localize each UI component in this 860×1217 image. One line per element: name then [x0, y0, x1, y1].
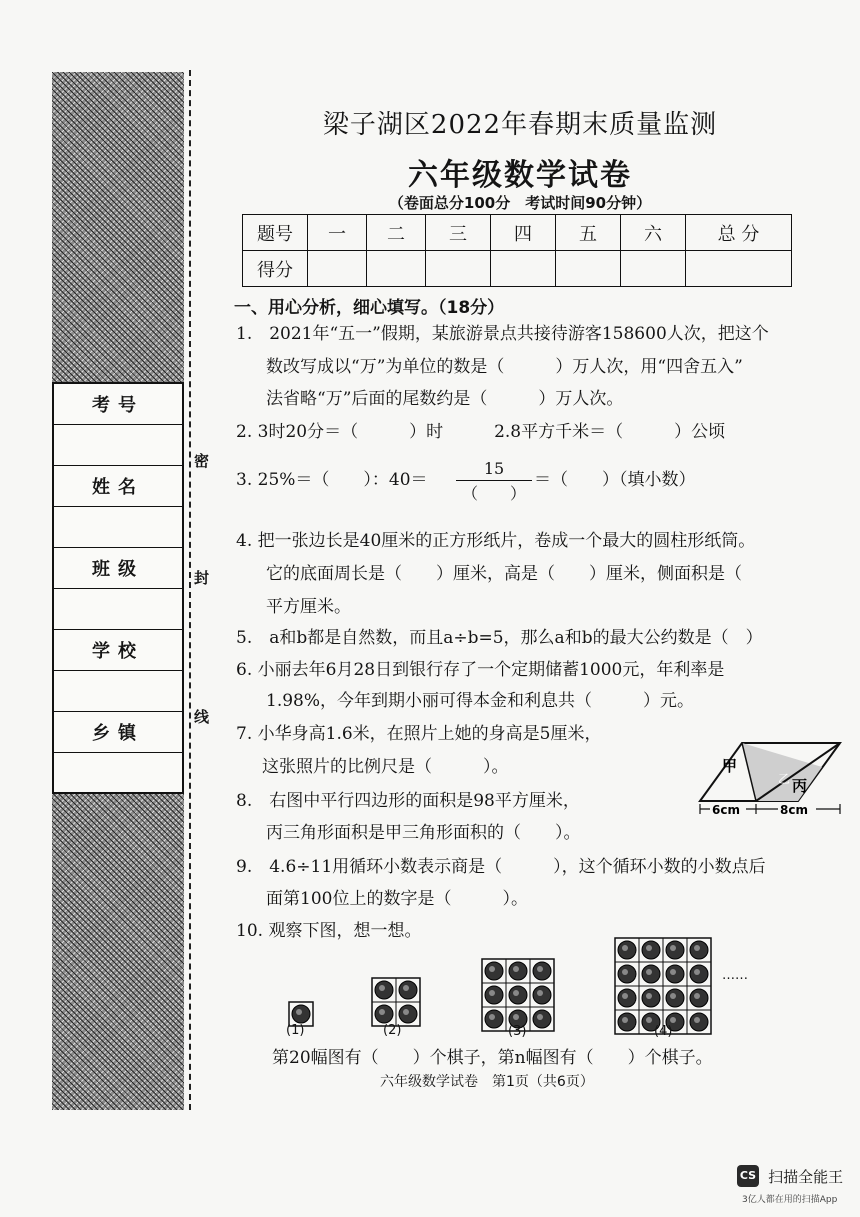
- watermark-sub: 3亿人都在用的扫描App: [742, 1195, 838, 1205]
- score-cell-5: 五: [556, 215, 621, 251]
- chess-piece-highlight: [646, 1017, 652, 1023]
- binding-hatch-bottom: [52, 792, 184, 1110]
- dim-right-label: 8cm: [780, 803, 808, 817]
- chess-piece-highlight: [379, 1009, 385, 1015]
- question-1-line-3: 法省略“万”后面的尾数约是（ ）万人次。: [266, 389, 624, 409]
- exam-subtitle: 六年级数学试卷: [408, 158, 632, 193]
- label-bing: 丙: [792, 777, 808, 795]
- chess-piece-highlight: [513, 1014, 519, 1020]
- chess-piece-highlight: [537, 990, 543, 996]
- township-blank[interactable]: [54, 753, 182, 794]
- score-cell-3: 三: [426, 215, 491, 251]
- parallelogram-figure: [698, 739, 846, 821]
- chess-piece-highlight: [622, 1017, 628, 1023]
- question-8-line-2: 丙三角形面积是甲三角形面积的（ ）。: [266, 823, 581, 843]
- section-1-heading: 一、用心分析，细心填写。（18分）: [234, 298, 505, 318]
- chess-grid-3: [481, 958, 555, 1032]
- question-10: 10. 观察下图，想一想。: [236, 921, 422, 941]
- fraction-denominator: （ ）: [461, 484, 526, 503]
- score-cell-4: 四: [491, 215, 556, 251]
- chess-piece-highlight: [646, 969, 652, 975]
- chess-piece-highlight: [513, 966, 519, 972]
- score-blank[interactable]: [308, 251, 367, 287]
- class-blank[interactable]: [54, 589, 182, 630]
- chess-piece-highlight: [670, 969, 676, 975]
- chess-piece-highlight: [670, 1017, 676, 1023]
- question-4-line-2: 它的底面周长是（ ）厘米，高是（ ）厘米，侧面积是（: [266, 564, 742, 584]
- question-3-part-b: ＝（ ）（填小数）: [534, 470, 696, 490]
- chess-grid-4: [614, 937, 712, 1035]
- question-9-line-1: 9. 4.6÷11用循环小数表示商是（ ），这个循环小数的小数点后: [236, 857, 766, 877]
- chess-piece-highlight: [694, 1017, 700, 1023]
- chess-piece-highlight: [622, 969, 628, 975]
- exam-title: 梁子湖区2022年春期末质量监测: [322, 110, 718, 140]
- chess-caption-1: (1): [286, 1023, 305, 1038]
- chess-piece-highlight: [694, 945, 700, 951]
- question-2: 2. 3时20分＝（ ）时 2.8平方千米＝（ ）公顷: [236, 422, 726, 442]
- seal-char-feng: 封: [194, 569, 210, 587]
- score-cell-total: 总 分: [686, 215, 792, 251]
- score-cell-2: 二: [367, 215, 426, 251]
- seal-dashed-line: [189, 70, 191, 1110]
- dim-left-label: 6cm: [712, 803, 740, 817]
- chess-piece-highlight: [670, 993, 676, 999]
- chess-piece-highlight: [537, 966, 543, 972]
- score-cell-label: 题号: [243, 215, 308, 251]
- chess-piece-highlight: [489, 966, 495, 972]
- chess-piece-highlight: [537, 1014, 543, 1020]
- chess-piece-highlight: [489, 990, 495, 996]
- page-footer: 六年级数学试卷 第1页（共6页）: [380, 1074, 594, 1090]
- score-table: [242, 214, 792, 287]
- chess-piece-highlight: [296, 1009, 302, 1015]
- score-row-label: 得分: [243, 251, 308, 287]
- chess-piece-highlight: [513, 990, 519, 996]
- chess-piece-highlight: [670, 945, 676, 951]
- question-3-part-a: 3. 25%＝（ ）：40＝: [236, 470, 428, 490]
- score-blank[interactable]: [491, 251, 556, 287]
- question-1-line-2: 数改写成以“万”为单位的数是（ ）万人次，用“四舍五入”: [266, 357, 743, 377]
- score-blank[interactable]: [621, 251, 686, 287]
- question-6-line-1: 6. 小丽去年6月28日到银行存了一个定期储蓄1000元，年利率是: [236, 660, 725, 680]
- question-5: 5. a和b都是自然数，而且a÷b=5，那么a和b的最大公约数是（ ）: [236, 628, 763, 648]
- seal-char-xian: 线: [194, 708, 210, 726]
- watermark-name: 扫描全能王: [768, 1167, 844, 1186]
- question-7-line-2: 这张照片的比例尺是（ ）。: [262, 757, 509, 777]
- exam-info: （卷面总分100分 考试时间90分钟）: [388, 194, 652, 212]
- chess-piece-highlight: [379, 985, 385, 991]
- question-8-line-1: 8. 右图中平行四边形的面积是98平方厘米，: [236, 791, 580, 811]
- question-10-answer: 第20幅图有（ ）个棋子，第n幅图有（ ）个棋子。: [272, 1048, 713, 1068]
- field-township: 乡镇: [54, 712, 182, 753]
- chess-piece-highlight: [694, 969, 700, 975]
- question-4-line-3: 平方厘米。: [266, 597, 351, 617]
- chess-figure-3: [481, 958, 555, 1032]
- field-exam-number: 考号: [54, 384, 182, 425]
- label-yi: 乙: [778, 772, 791, 786]
- score-blank[interactable]: [686, 251, 792, 287]
- score-cell-6: 六: [621, 215, 686, 251]
- chess-piece-highlight: [622, 993, 628, 999]
- name-blank[interactable]: [54, 507, 182, 548]
- chess-piece-highlight: [646, 993, 652, 999]
- chess-piece-highlight: [622, 945, 628, 951]
- chess-piece-highlight: [403, 985, 409, 991]
- score-table-score-row: [243, 251, 792, 287]
- field-school: 学校: [54, 630, 182, 671]
- seal-char-mi: 密: [194, 452, 210, 470]
- exam-number-blank[interactable]: [54, 425, 182, 466]
- chess-grid-2: [371, 977, 421, 1027]
- question-4-line-1: 4. 把一张边长是40厘米的正方形纸片，卷成一个最大的圆柱形纸筒。: [236, 531, 756, 551]
- chess-piece-highlight: [646, 945, 652, 951]
- score-blank[interactable]: [426, 251, 491, 287]
- question-6-line-2: 1.98%，今年到期小丽可得本金和利息共（ ）元。: [266, 691, 695, 711]
- field-name: 姓名: [54, 466, 182, 507]
- chess-piece-highlight: [403, 1009, 409, 1015]
- chess-figure-4: [614, 937, 712, 1035]
- question-3-fraction: [456, 459, 532, 504]
- field-class: 班级: [54, 548, 182, 589]
- chess-ellipsis: ……: [722, 968, 748, 983]
- question-7-line-1: 7. 小华身高1.6米，在照片上她的身高是5厘米，: [236, 724, 602, 744]
- score-blank[interactable]: [367, 251, 426, 287]
- scanner-watermark: [737, 1165, 843, 1187]
- chess-piece-highlight: [694, 993, 700, 999]
- student-info-box: [52, 382, 184, 794]
- chess-caption-4: (4): [654, 1024, 673, 1039]
- chess-piece-highlight: [489, 1014, 495, 1020]
- chess-caption-2: (2): [383, 1023, 402, 1038]
- score-cell-1: 一: [308, 215, 367, 251]
- score-table-header-row: [243, 215, 792, 251]
- binding-hatch-top: [52, 72, 184, 384]
- chess-caption-3: (3): [508, 1024, 527, 1039]
- chess-figure-2: [371, 977, 421, 1027]
- fraction-numerator: 15: [483, 459, 505, 478]
- camscanner-icon: CS: [737, 1165, 759, 1187]
- score-blank[interactable]: [556, 251, 621, 287]
- question-9-line-2: 面第100位上的数字是（ ）。: [266, 889, 528, 909]
- label-jia: 甲: [722, 757, 738, 775]
- question-1-line-1: 1. 2021年“五一”假期，某旅游景点共接待游客158600人次，把这个: [236, 324, 769, 344]
- school-blank[interactable]: [54, 671, 182, 712]
